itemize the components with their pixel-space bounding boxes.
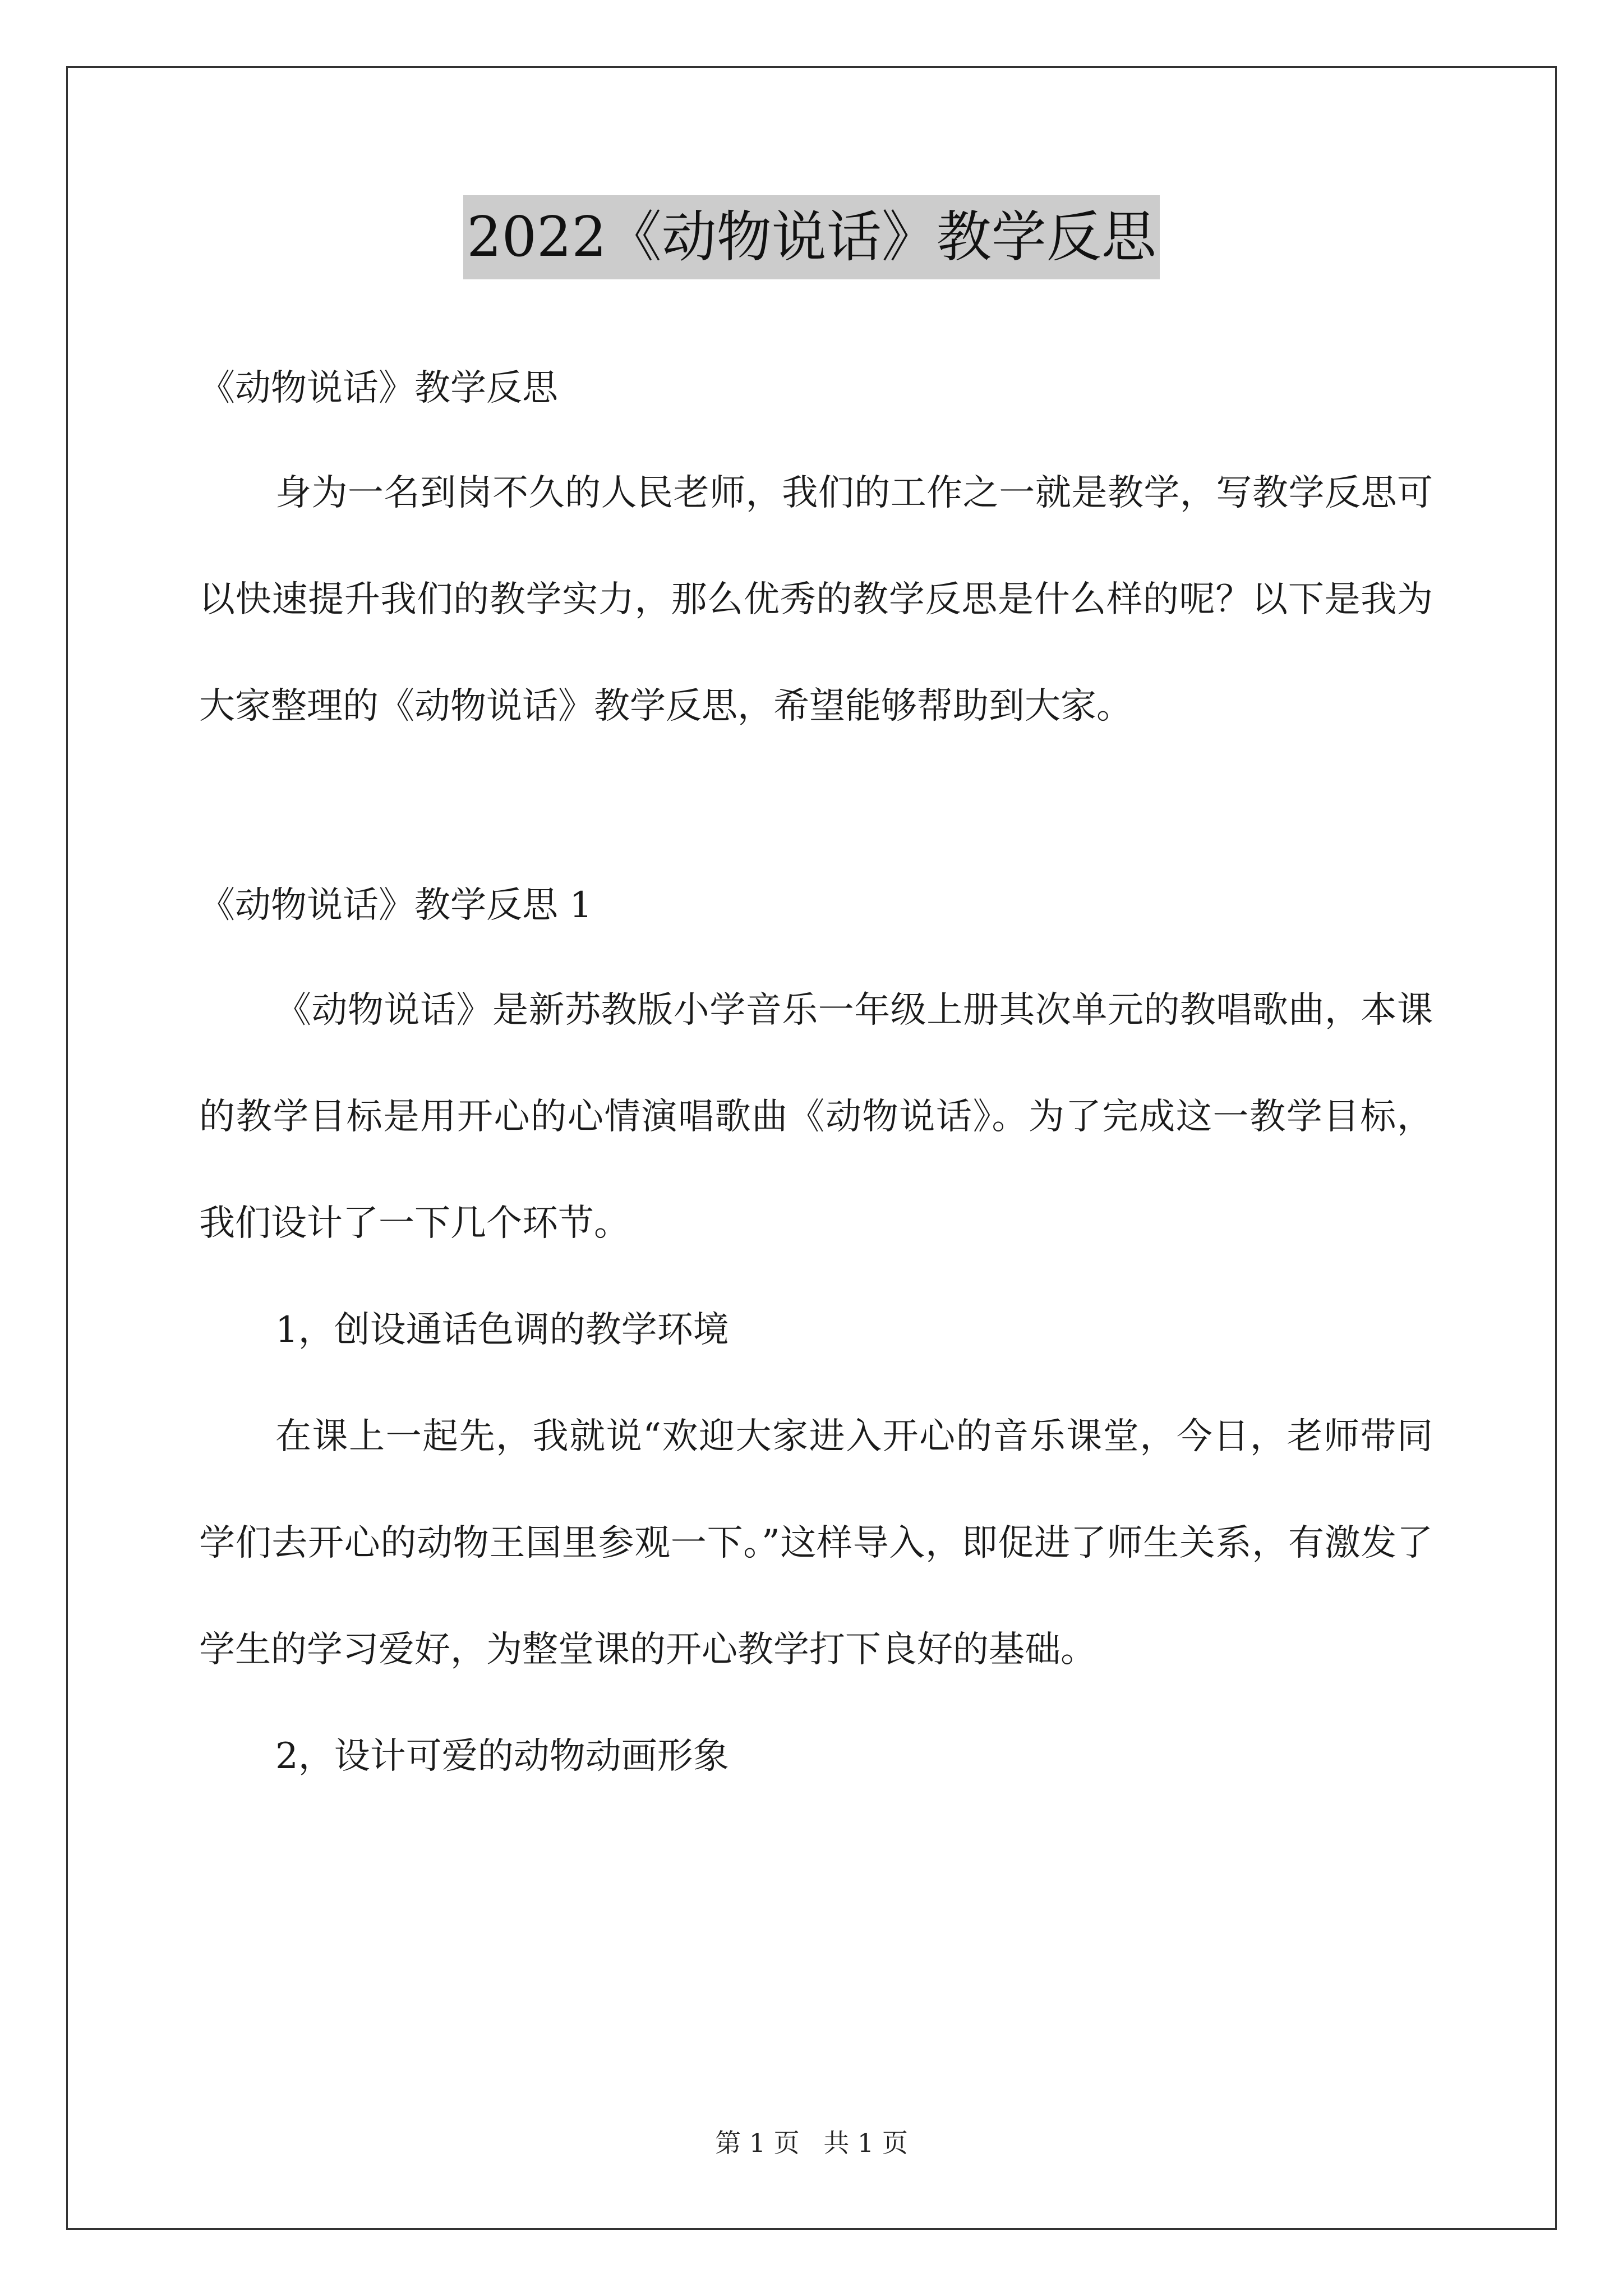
section-heading: 《动物说话》教学反思 1	[199, 885, 593, 926]
document-body	[199, 337, 1433, 1810]
paragraph: 在课上一起先，我就说“欢迎大家进入开心的音乐课堂，今日，老师带同学们去开心的动物王国里参观一下。”这样导入，即促进了师生关系，有激发了学生的学习爱好，为整堂课的开心教学打下良好的基础。	[199, 1416, 1433, 1671]
section-gap	[199, 760, 1433, 854]
paragraph: 身为一名到岗不久的人民老师，我们的工作之一就是教学，写教学反思可以快速提升我们的教学实力，那么优秀的教学反思是什么样的呢？以下是我为大家整理的《动物说话》教学反思，希望能够帮助到大家。	[199, 472, 1433, 727]
page-footer	[0, 2126, 1623, 2160]
document-title: 2022《动物说话》教学反思	[463, 195, 1159, 279]
paragraph: 1，创设通话色调的教学环境	[275, 1309, 729, 1351]
page-number-current: 第 1 页	[715, 2128, 800, 2158]
title-container	[0, 195, 1623, 279]
paragraph: 2，设计可爱的动物动画形象	[275, 1736, 729, 1777]
section-heading: 《动物说话》教学反思	[199, 367, 558, 409]
paragraph: 《动物说话》是新苏教版小学音乐一年级上册其次单元的教唱歌曲，本课的教学目标是用开心的心情演唱歌曲《动物说话》。为了完成这一教学目标，我们设计了一下几个环节。	[199, 990, 1433, 1244]
page-number-total: 共 1 页	[823, 2128, 908, 2158]
